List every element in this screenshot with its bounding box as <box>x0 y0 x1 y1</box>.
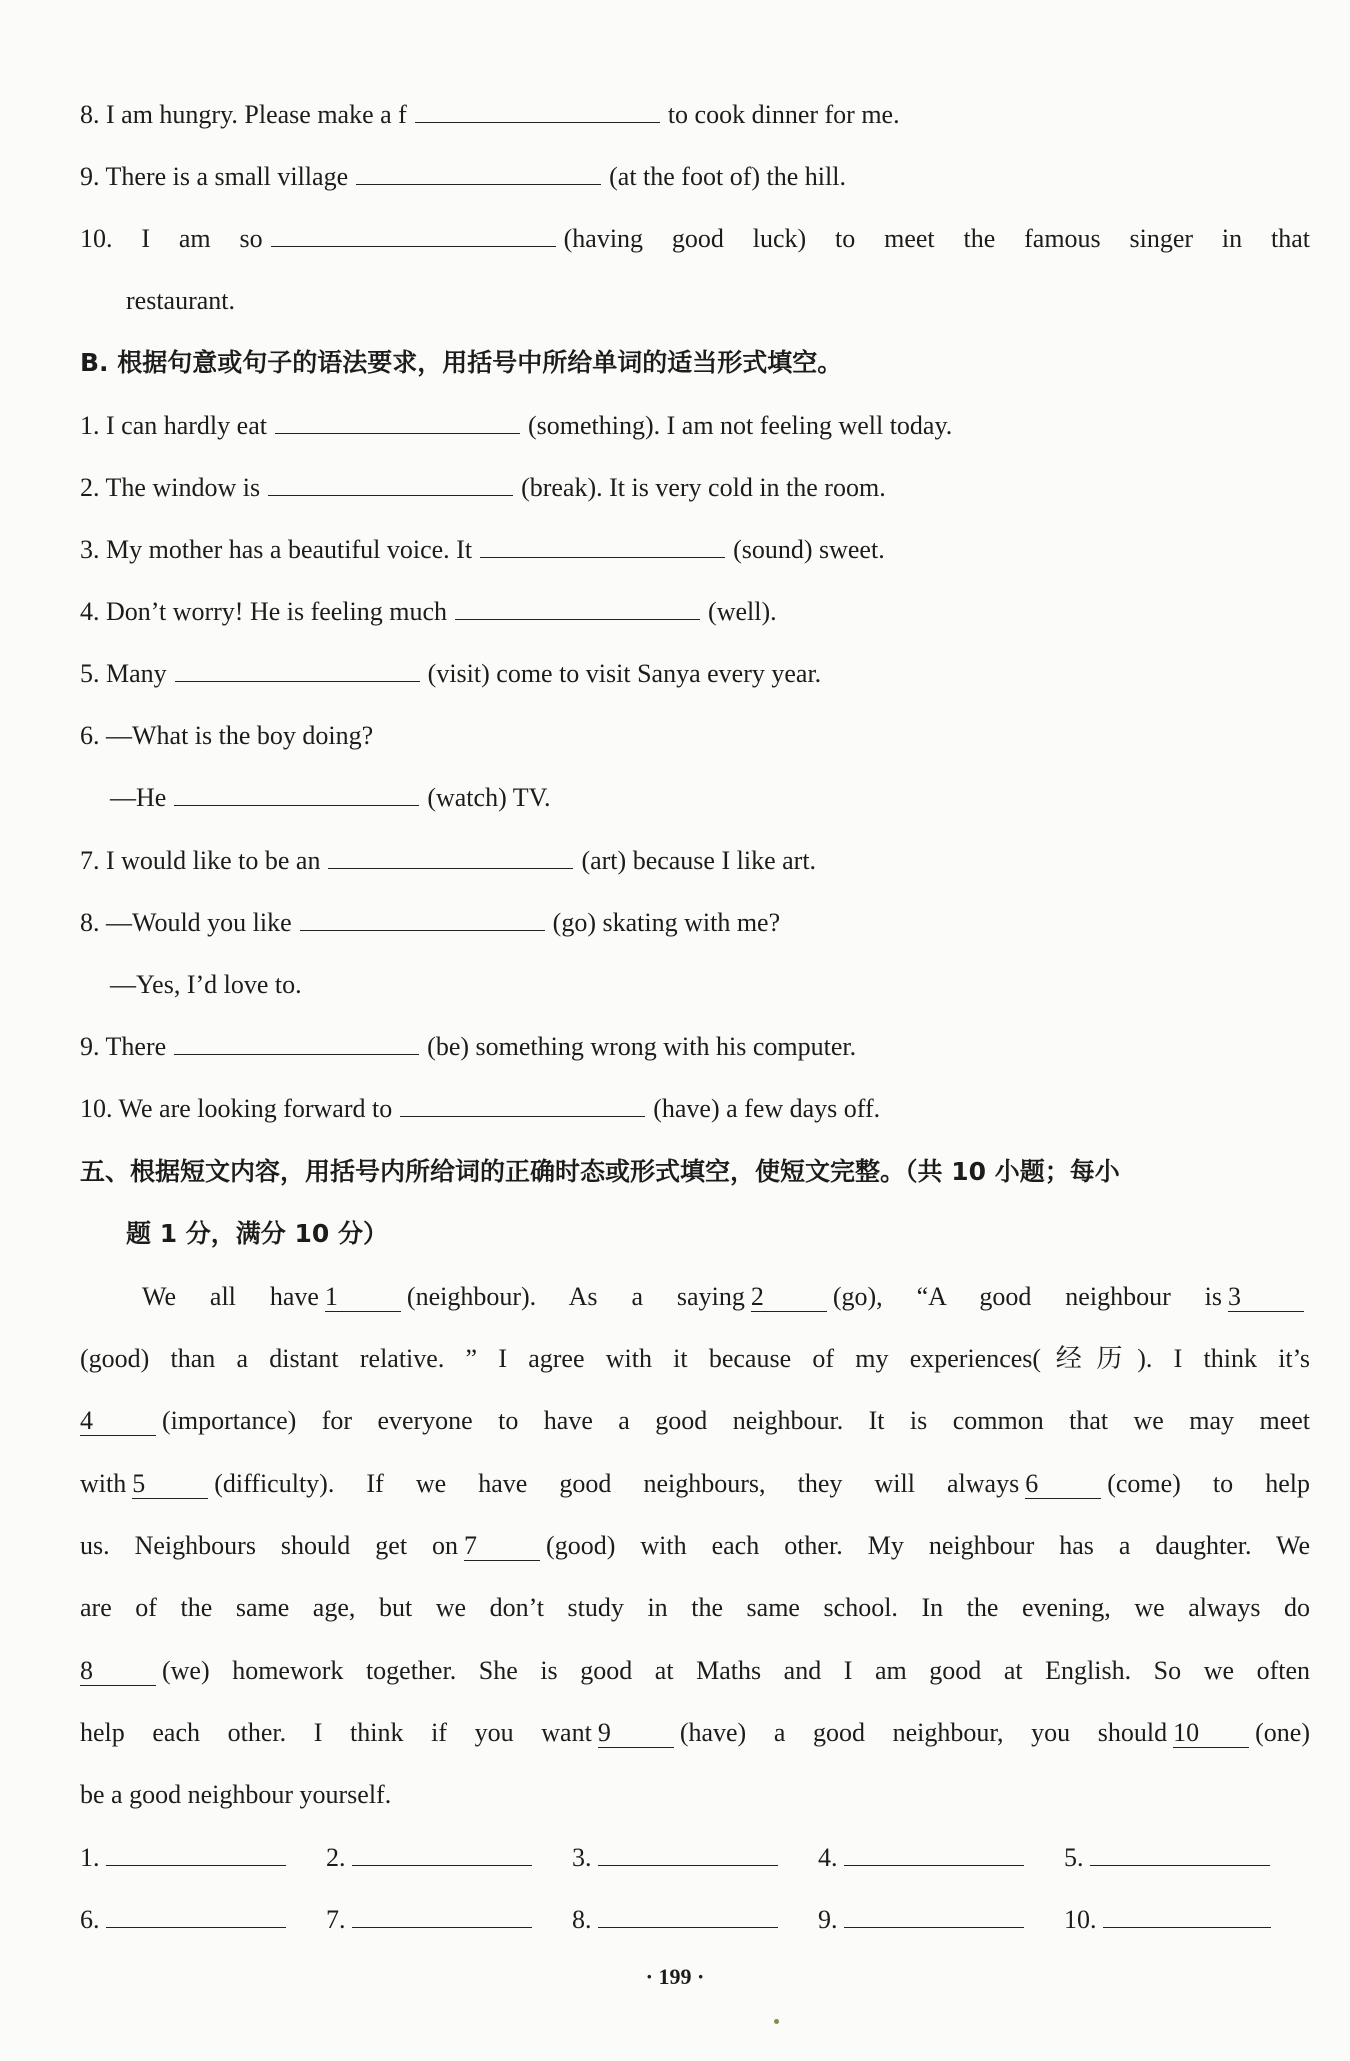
answer-blank[interactable] <box>844 1843 1024 1866</box>
answer-blank[interactable] <box>268 473 513 496</box>
answer-blank[interactable] <box>352 1843 532 1866</box>
passage-line-3: 4 (importance) for everyone to have a good neighbour. It is common that we may meet <box>80 1406 1310 1435</box>
answer-row-2 <box>80 1903 1310 1937</box>
passage-blank-5[interactable]: 5 <box>132 1470 208 1499</box>
question-b10: 10. We are looking forward to (have) a few days off. <box>80 1094 881 1123</box>
passage-blank-4[interactable]: 4 <box>80 1407 156 1436</box>
answer-blank[interactable] <box>415 100 660 123</box>
passage-blank-1[interactable]: 1 <box>325 1283 401 1312</box>
passage-blank-9[interactable]: 9 <box>598 1719 674 1748</box>
question-b3: 3. My mother has a beautiful voice. It (sound) sweet. <box>80 535 885 564</box>
answer-slot: 4. <box>818 1841 1064 1875</box>
answer-slot: 2. <box>326 1841 572 1875</box>
question-b8-reply: —Yes, I’d love to. <box>110 970 302 999</box>
answer-slot: 5. <box>1064 1841 1264 1875</box>
passage-line-7: 8 (we) homework together. She is good at Maths and I am good at English. So we often <box>80 1656 1310 1685</box>
answer-blank[interactable] <box>174 783 419 806</box>
section-b-heading: B. 根据句意或句子的语法要求，用括号中所给单词的适当形式填空。 <box>80 348 843 377</box>
question-b2: 2. The window is (break). It is very cold in the room. <box>80 473 886 502</box>
answer-slot: 10. <box>1064 1903 1264 1937</box>
answer-blank[interactable] <box>275 411 520 434</box>
passage-blank-7[interactable]: 7 <box>464 1532 540 1561</box>
answer-slot: 8. <box>572 1903 818 1937</box>
question-b9: 9. There (be) something wrong with his computer. <box>80 1032 857 1061</box>
passage-blank-3[interactable]: 3 <box>1228 1283 1304 1312</box>
answer-blank[interactable] <box>1103 1905 1271 1928</box>
question-b6: 6. —What is the boy doing? <box>80 721 374 750</box>
answer-blank[interactable] <box>1090 1843 1270 1866</box>
passage-line-2: (good) than a distant relative. ” I agree with it because of my experiences(经历). I think it’s <box>80 1344 1310 1373</box>
section-5-heading-continued: 题 1 分，满分 10 分） <box>126 1219 389 1248</box>
answer-blank[interactable] <box>480 535 725 558</box>
passage-blank-2[interactable]: 2 <box>751 1283 827 1312</box>
passage-blank-6[interactable]: 6 <box>1025 1470 1101 1499</box>
question-b5: 5. Many (visit) come to visit Sanya every year. <box>80 659 822 688</box>
question-b7: 7. I would like to be an (art) because I like art. <box>80 846 817 875</box>
question-a10-continued: restaurant. <box>126 286 236 315</box>
answer-blank[interactable] <box>356 162 601 185</box>
speck-dot <box>774 2019 779 2024</box>
answer-blank[interactable] <box>300 908 545 931</box>
answer-blank[interactable] <box>271 224 556 247</box>
passage-line-1: We all have 1 (neighbour). As a saying 2 (go), “A good neighbour is 3 <box>142 1280 1310 1314</box>
passage-blank-8[interactable]: 8 <box>80 1657 156 1686</box>
question-b4: 4. Don’t worry! He is feeling much (well). <box>80 597 777 626</box>
answer-blank[interactable] <box>598 1843 778 1866</box>
answer-blank[interactable] <box>328 846 573 869</box>
question-b8: 8. —Would you like (go) skating with me? <box>80 908 781 937</box>
answer-blank[interactable] <box>175 659 420 682</box>
passage-line-8: help each other. I think if you want 9 (have) a good neighbour, you should 10 (one) <box>80 1718 1310 1747</box>
answer-blank[interactable] <box>106 1843 286 1866</box>
passage-blank-10[interactable]: 10 <box>1173 1719 1249 1748</box>
answer-blank[interactable] <box>352 1905 532 1928</box>
answer-row-1 <box>80 1841 1310 1875</box>
answer-slot: 7. <box>326 1903 572 1937</box>
question-b6-answer: —He (watch) TV. <box>110 783 551 812</box>
answer-blank[interactable] <box>174 1032 419 1055</box>
answer-blank[interactable] <box>106 1905 286 1928</box>
question-a10: 10. I am so (having good luck) to meet the famous singer in that <box>80 224 1310 253</box>
passage-line-6: are of the same age, but we don’t study in the same school. In the evening, we always do <box>80 1593 1310 1622</box>
answer-blank[interactable] <box>400 1094 645 1117</box>
section-5-heading: 五、根据短文内容，用括号内所给词的正确时态或形式填空，使短文完整。（共 10 小题；每小 <box>80 1157 1120 1186</box>
question-a8: 8. I am hungry. Please make a f to cook dinner for me. <box>80 100 900 129</box>
answer-blank[interactable] <box>844 1905 1024 1928</box>
answer-slot: 1. <box>80 1841 326 1875</box>
passage-line-5: us. Neighbours should get on 7 (good) with each other. My neighbour has a daughter. We <box>80 1531 1310 1560</box>
question-a9: 9. There is a small village (at the foot of) the hill. <box>80 162 846 191</box>
question-b1: 1. I can hardly eat (something). I am not feeling well today. <box>80 411 953 440</box>
passage-line-9: be a good neighbour yourself. <box>80 1780 392 1809</box>
passage-line-4: with 5 (difficulty). If we have good neighbours, they will always 6 (come) to help <box>80 1469 1311 1498</box>
answer-slot: 6. <box>80 1903 326 1937</box>
answer-slot: 9. <box>818 1903 1064 1937</box>
answer-blank[interactable] <box>598 1905 778 1928</box>
answer-blank[interactable] <box>455 597 700 620</box>
page-number: · 199 · <box>645 1964 705 1989</box>
answer-slot: 3. <box>572 1841 818 1875</box>
